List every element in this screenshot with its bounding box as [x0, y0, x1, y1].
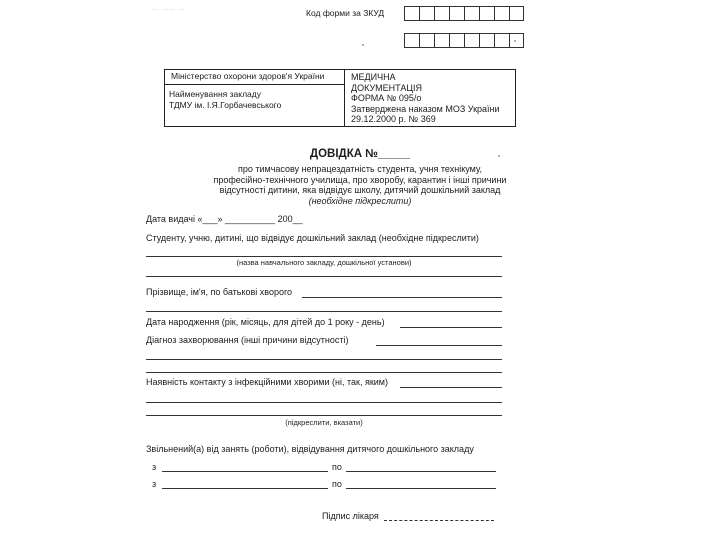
- doctor-signature-label: Підпис лікаря: [322, 511, 379, 521]
- birth-date-label: Дата народження (рік, місяць, для дітей до 1 року - день): [146, 317, 385, 327]
- surname-input-line[interactable]: [302, 297, 502, 298]
- diagnosis-extra-line-1[interactable]: [146, 359, 502, 360]
- form-number: ФОРМА № 095/о: [351, 93, 422, 103]
- code-box[interactable]: [404, 6, 419, 21]
- doc-type-line1: МЕДИЧНА: [351, 72, 396, 82]
- contact-input-line[interactable]: [400, 387, 502, 388]
- code-box[interactable]: [494, 33, 509, 48]
- to-label-2: по: [332, 479, 342, 489]
- surname-extra-line[interactable]: [146, 311, 502, 312]
- code-box[interactable]: [434, 6, 449, 21]
- diagnosis-input-line[interactable]: [376, 345, 502, 346]
- code-box[interactable]: [464, 33, 479, 48]
- header-right-cell: [345, 70, 515, 126]
- subtitle-line3: відсутності дитини, яка відвідує школу, дитячий дошкільний заклад: [219, 185, 501, 195]
- code-box[interactable]: [509, 33, 524, 48]
- institution-name: ТДМУ ім. І.Я.Горбачевського: [169, 100, 282, 110]
- approved-line2: 29.12.2000 р. № 369: [351, 114, 436, 124]
- contact-extra-line-2[interactable]: [146, 415, 502, 416]
- faint-mark: ‥ ‥‥ ‥: [152, 2, 185, 13]
- birth-date-input-line[interactable]: [400, 327, 502, 328]
- subtitle-note: (необхідне підкреслити): [308, 195, 412, 206]
- surname-label: Прізвище, ім'я, по батькові хворого: [146, 287, 293, 297]
- recipient-caption: (назва навчального закладу, дошкільної установи): [236, 258, 412, 267]
- code-box[interactable]: [494, 6, 509, 21]
- diagnosis-label: Діагноз захворювання (інші причини відсутності): [146, 335, 349, 345]
- code-box[interactable]: [509, 6, 524, 21]
- form-code-boxes-bottom: [404, 33, 524, 48]
- diagnosis-extra-line-2[interactable]: [146, 372, 502, 373]
- to-date-input-2[interactable]: [346, 488, 496, 489]
- code-box[interactable]: [419, 6, 434, 21]
- recipient-label: Студенту, учню, дитині, що відвідує дошкільний заклад (необхідне підкреслити): [146, 233, 479, 243]
- document-subtitle: [0, 164, 720, 206]
- from-date-input-1[interactable]: [162, 471, 328, 472]
- code-box[interactable]: [404, 33, 419, 48]
- speck: [514, 40, 516, 42]
- document-title: ДОВІДКА №_____: [309, 148, 411, 160]
- contact-extra-line-1[interactable]: [146, 402, 502, 403]
- recipient-extra-line[interactable]: [146, 276, 502, 277]
- code-box[interactable]: [464, 6, 479, 21]
- institution-label: Найменування закладу: [169, 89, 261, 99]
- ministry-name: Міністерство охорони здоров'я України: [165, 70, 344, 85]
- issue-date-field[interactable]: Дата видачі «___» __________ 200__: [146, 214, 303, 224]
- subtitle-line1: про тимчасову непрацездатність студента, учня технікуму,: [237, 164, 483, 174]
- contact-caption: (підкреслити, вказати): [285, 418, 363, 427]
- approved-line1: Затверджена наказом МОЗ України: [351, 103, 500, 114]
- code-box[interactable]: [419, 33, 434, 48]
- speck: [362, 44, 364, 46]
- form-code-boxes-top: [404, 6, 524, 21]
- to-label-1: по: [332, 462, 342, 472]
- doctor-signature-line[interactable]: [384, 520, 494, 521]
- contact-label: Наявність контакту з інфекційними хворими (ні, так, яким): [146, 377, 388, 387]
- header-table: [164, 69, 516, 127]
- form-code-label: Код форми за ЗКУД: [306, 8, 385, 18]
- code-box[interactable]: [479, 33, 494, 48]
- recipient-input-line[interactable]: [146, 256, 502, 257]
- released-label: Звільнений(а) від занять (роботи), відвідування дитячого дошкільного закладу: [146, 444, 474, 454]
- subtitle-line2: професійно-технічного училища, про хворобу, карантин і інші причини: [213, 174, 507, 185]
- code-box[interactable]: [479, 6, 494, 21]
- from-label-1: з: [152, 462, 157, 472]
- from-label-2: з: [152, 479, 157, 489]
- header-left-cell: [165, 70, 345, 126]
- code-box[interactable]: [434, 33, 449, 48]
- doc-type-line2: ДОКУМЕНТАЦІЯ: [351, 82, 423, 93]
- code-box[interactable]: [449, 6, 464, 21]
- to-date-input-1[interactable]: [346, 471, 496, 472]
- code-box[interactable]: [449, 33, 464, 48]
- from-date-input-2[interactable]: [162, 488, 328, 489]
